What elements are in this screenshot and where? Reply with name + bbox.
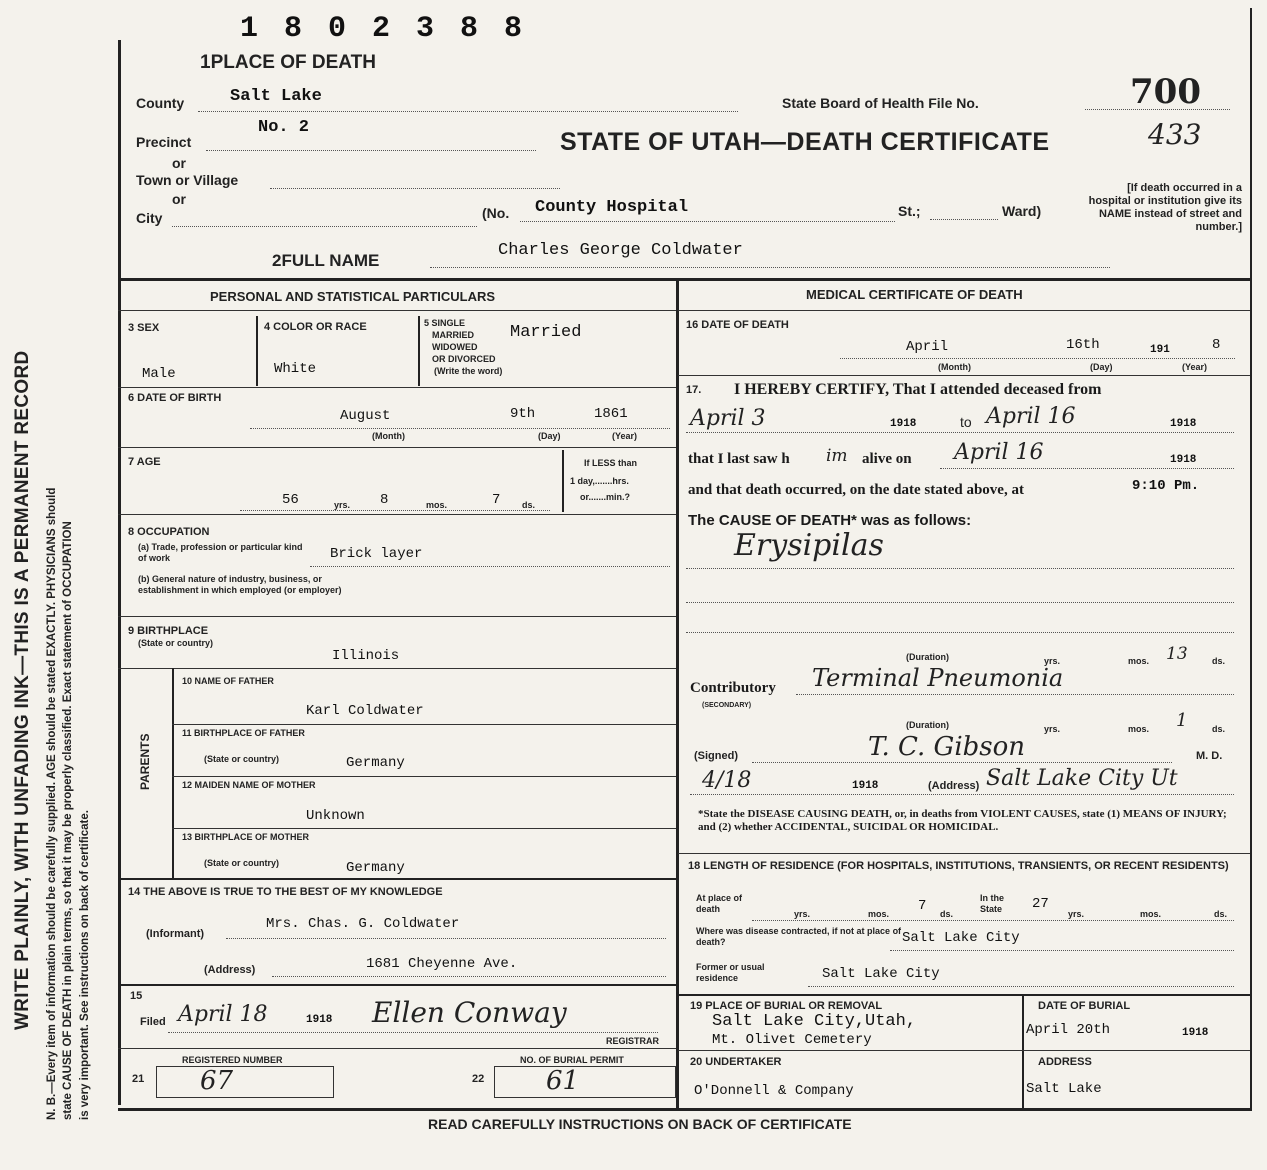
dod-year-suffix: 8 bbox=[1212, 337, 1221, 353]
contributory-value: Terminal Pneumonia bbox=[812, 664, 1064, 692]
cause-line-3 bbox=[686, 632, 1234, 633]
burial-divider bbox=[1022, 994, 1024, 1108]
signed-year: 1918 bbox=[852, 780, 879, 792]
knowledge-label: 14 THE ABOVE IS TRUE TO THE BEST OF MY KNOWLEDGE bbox=[128, 886, 443, 898]
informant-address-label: (Address) bbox=[204, 964, 256, 976]
signed-address-label: (Address) bbox=[928, 780, 980, 792]
res-place-mos: mos. bbox=[868, 909, 890, 919]
registered-21: 21 bbox=[132, 1073, 145, 1085]
right-row-line-3 bbox=[678, 994, 1250, 996]
no-line bbox=[520, 221, 895, 222]
marital-label-2: MARRIED bbox=[432, 330, 474, 340]
filed-bottom-line bbox=[118, 1048, 676, 1049]
city-label: City bbox=[136, 210, 163, 226]
last-saw-him: im bbox=[826, 446, 848, 466]
less-than-2: 1 day,.......hrs. bbox=[570, 476, 629, 486]
marital-label-3: WIDOWED bbox=[432, 342, 478, 352]
dod-day: 16th bbox=[1066, 337, 1100, 353]
county-value: Salt Lake bbox=[230, 87, 322, 106]
county-label: County bbox=[136, 95, 185, 111]
residence-label: 18 LENGTH OF RESIDENCE (FOR HOSPITALS, INSTITUTIONS, TRANSIENTS, OR RECENT RESIDENTS) bbox=[688, 860, 1229, 872]
death-time: 9:10 Pm. bbox=[1132, 478, 1200, 494]
marital-label-5: (Write the word) bbox=[434, 366, 503, 376]
precinct-label: Precinct bbox=[136, 134, 192, 150]
parents-bottom-line bbox=[118, 878, 676, 880]
disease-note: *State the DISEASE CAUSING DEATH, or, in deaths from VIOLENT CAUSES, state (1) MEANS OF INJURY; and (2) whether ACCIDENTAL, SUICIDAL OR HOMICIDAL. bbox=[698, 808, 1227, 833]
medical-heading-line bbox=[678, 310, 1250, 311]
birthplace-state-caption: (State or country) bbox=[138, 638, 214, 648]
dob-year-caption: (Year) bbox=[612, 431, 638, 441]
informant-address-value: 1681 Cheyenne Ave. bbox=[366, 956, 518, 972]
side-instruction-line2: state CAUSE OF DEATH in plain terms, so that it may be properly classified. Exact statement of OCCUPATION bbox=[62, 521, 74, 1120]
res-place-yrs: yrs. bbox=[794, 909, 811, 919]
last-saw-text-2: alive on bbox=[862, 451, 912, 467]
attended-from: April 3 bbox=[690, 406, 766, 431]
last-saw-text-1: that I last saw h bbox=[688, 451, 790, 467]
certificate-title: STATE OF UTAH—DEATH CERTIFICATE bbox=[560, 128, 1050, 156]
contracted-value: Salt Lake City bbox=[902, 930, 1020, 946]
cause-line-2 bbox=[686, 602, 1234, 603]
informant-bottom-line bbox=[118, 984, 676, 986]
burial-date-label: DATE OF BURIAL bbox=[1038, 1000, 1131, 1012]
occupation-b-label: (b) General nature of industry, business, or establishment in which employed (or employer) bbox=[138, 574, 342, 595]
mother-bp-value: Germany bbox=[346, 860, 405, 876]
to-label: to bbox=[960, 414, 972, 430]
dod-year-prefix: 191 bbox=[1150, 344, 1170, 356]
left-border bbox=[118, 40, 121, 1105]
file-number-label: State Board of Health File No. bbox=[782, 95, 979, 111]
side-instruction-big: WRITE PLAINLY, WITH UNFADING INK—THIS IS A PERMANENT RECORD bbox=[12, 350, 33, 1030]
cert-17-label: 17. bbox=[686, 384, 702, 396]
age-days: 7 bbox=[492, 492, 501, 508]
informant-line bbox=[226, 938, 666, 939]
dob-label: 6 DATE OF BIRTH bbox=[128, 392, 222, 404]
parents-line-1 bbox=[172, 724, 676, 725]
town-label: Town or Village bbox=[136, 172, 239, 188]
filed-label: Filed bbox=[140, 1016, 166, 1028]
bottom-border bbox=[118, 1108, 1252, 1111]
attended-line bbox=[686, 432, 1234, 433]
filed-line bbox=[168, 1032, 658, 1033]
dob-line bbox=[250, 428, 670, 429]
res-months: 7 bbox=[918, 898, 927, 914]
undertaker-label: 20 UNDERTAKER bbox=[690, 1056, 782, 1068]
attended-to: April 16 bbox=[986, 404, 1076, 429]
registered-number-label: REGISTERED NUMBER bbox=[182, 1055, 283, 1065]
informant-address-line bbox=[272, 976, 666, 977]
filed-year: 1918 bbox=[306, 1014, 333, 1026]
secondary-label: (SECONDARY) bbox=[702, 702, 752, 709]
contributory-label: Contributory bbox=[690, 680, 776, 696]
precinct-value: No. 2 bbox=[258, 118, 310, 137]
cause-label: The CAUSE OF DEATH* was as follows: bbox=[688, 512, 972, 529]
dob-month-caption: (Month) bbox=[372, 431, 405, 441]
cause-duration-days: 13 bbox=[1166, 644, 1188, 664]
side-instruction-line1: N. B.—Every item of information should be carefully supplied. AGE should be stated EXACTLY. PHYSICIANS should bbox=[46, 487, 58, 1120]
burial-place-line-1: Salt Lake City,Utah, bbox=[712, 1012, 917, 1031]
color-label: 4 COLOR OR RACE bbox=[264, 321, 367, 333]
signed-date: 4/18 bbox=[702, 768, 752, 793]
cause-line-1 bbox=[686, 568, 1234, 569]
birthplace-value: Illinois bbox=[332, 648, 400, 664]
row-line-2 bbox=[118, 447, 676, 448]
registered-22: 22 bbox=[472, 1073, 485, 1085]
local-number: 433 bbox=[1148, 118, 1202, 151]
full-name-label: 2FULL NAME bbox=[272, 251, 380, 270]
place-of-death-heading: 1PLACE OF DEATH bbox=[200, 52, 376, 73]
contrib-duration-label: (Duration) bbox=[906, 720, 949, 730]
marital-value: Married bbox=[510, 323, 582, 342]
burial-date-value: April 20th bbox=[1026, 1022, 1111, 1038]
undertaker-value: O'Donnell & Company bbox=[694, 1083, 854, 1099]
mother-bp-caption: (State or country) bbox=[204, 858, 280, 868]
dod-line bbox=[840, 358, 1235, 359]
registered-number-box bbox=[156, 1066, 334, 1098]
father-bp-label: 11 BIRTHPLACE OF FATHER bbox=[182, 728, 305, 738]
contrib-duration-days: 1 bbox=[1176, 710, 1188, 731]
mother-value: Unknown bbox=[306, 808, 365, 824]
dod-year-caption: (Year) bbox=[1182, 362, 1208, 372]
row-line-4 bbox=[118, 616, 676, 617]
occupation-line bbox=[310, 566, 670, 567]
precinct-line bbox=[206, 150, 536, 151]
residence-line bbox=[752, 920, 1234, 921]
at-place-label: At place of death bbox=[696, 893, 743, 914]
hospital-value: County Hospital bbox=[535, 198, 689, 217]
right-border bbox=[1250, 8, 1252, 1108]
age-ds-label: ds. bbox=[522, 500, 536, 510]
contracted-line bbox=[890, 950, 1234, 951]
signed-address-value: Salt Lake City Ut bbox=[986, 766, 1178, 791]
undertaker-address-label: ADDRESS bbox=[1038, 1056, 1092, 1068]
marital-label-1: 5 SINGLE bbox=[424, 318, 466, 328]
former-line bbox=[808, 986, 1234, 987]
right-row-line-2 bbox=[678, 853, 1250, 854]
county-line bbox=[198, 111, 738, 112]
age-mos-label: mos. bbox=[426, 500, 448, 510]
registered-number-value: 67 bbox=[200, 1066, 234, 1096]
age-divider bbox=[562, 450, 564, 512]
less-than-1: If LESS than bbox=[584, 458, 638, 468]
occupation-label: 8 OCCUPATION bbox=[128, 526, 210, 538]
informant-label: (Informant) bbox=[146, 928, 205, 940]
dob-month: August bbox=[340, 408, 391, 424]
former-label: Former or usual residence bbox=[696, 962, 765, 983]
state-years: 27 bbox=[1032, 896, 1049, 912]
occupation-a-label: (a) Trade, profession or particular kind of work bbox=[138, 542, 303, 563]
sex-divider bbox=[256, 316, 258, 386]
city-line bbox=[172, 226, 477, 227]
cause-duration-mos: mos. bbox=[1128, 656, 1150, 666]
dod-day-caption: (Day) bbox=[1090, 362, 1113, 372]
burial-permit-label: NO. OF BURIAL PERMIT bbox=[520, 1055, 624, 1065]
or-label-1: or bbox=[172, 155, 186, 171]
no-label: (No. bbox=[482, 205, 510, 221]
last-saw-line bbox=[940, 468, 1234, 469]
medical-heading: MEDICAL CERTIFICATE OF DEATH bbox=[806, 287, 1023, 302]
right-row-line-1 bbox=[678, 375, 1250, 376]
attended-to-year: 1918 bbox=[1170, 418, 1197, 430]
age-yrs-label: yrs. bbox=[334, 500, 351, 510]
last-saw-year: 1918 bbox=[1170, 454, 1197, 466]
mother-bp-label: 13 BIRTHPLACE OF MOTHER bbox=[182, 832, 310, 842]
certify-text: I HEREBY CERTIFY, That I attended deceased from bbox=[734, 381, 1102, 398]
row-line-5 bbox=[118, 668, 676, 669]
sex-label: 3 SEX bbox=[128, 322, 160, 334]
color-value: White bbox=[274, 361, 317, 377]
contrib-duration-ds: ds. bbox=[1212, 724, 1226, 734]
side-instruction-line3: is very important. See instructions on back of certificate. bbox=[79, 810, 91, 1120]
signed-line bbox=[752, 762, 1172, 763]
registrar-label: REGISTRAR bbox=[606, 1036, 660, 1046]
ward-label: Ward) bbox=[1002, 203, 1042, 219]
age-years: 56 bbox=[282, 492, 299, 508]
dob-year: 1861 bbox=[594, 406, 628, 422]
former-value: Salt Lake City bbox=[822, 966, 940, 982]
mother-label: 12 MAIDEN NAME OF MOTHER bbox=[182, 780, 316, 790]
right-row-line-4 bbox=[678, 1050, 1250, 1051]
father-label: 10 NAME OF FATHER bbox=[182, 676, 274, 686]
burial-place-label: 19 PLACE OF BURIAL OR REMOVAL bbox=[690, 1000, 883, 1012]
dod-month: April bbox=[906, 339, 949, 355]
res-state-ds: ds. bbox=[1214, 909, 1228, 919]
personal-heading-line bbox=[118, 310, 676, 311]
cause-duration-yrs: yrs. bbox=[1044, 656, 1061, 666]
contrib-duration-mos: mos. bbox=[1128, 724, 1150, 734]
dob-day: 9th bbox=[510, 406, 536, 422]
contributory-line bbox=[796, 694, 1234, 695]
personal-heading: PERSONAL AND STATISTICAL PARTICULARS bbox=[210, 289, 496, 304]
birthplace-label: 9 BIRTHPLACE bbox=[128, 625, 209, 637]
file-number-value: 700 bbox=[1130, 72, 1201, 112]
burial-permit-box bbox=[494, 1066, 676, 1098]
age-line bbox=[240, 510, 550, 511]
undertaker-address-value: Salt Lake bbox=[1026, 1081, 1102, 1097]
cause-duration-ds: ds. bbox=[1212, 656, 1226, 666]
dod-month-caption: (Month) bbox=[938, 362, 971, 372]
or-label-2: or bbox=[172, 191, 186, 207]
contrib-duration-yrs: yrs. bbox=[1044, 724, 1061, 734]
signed-address-line bbox=[690, 794, 1234, 795]
registrar-signature: Ellen Conway bbox=[372, 996, 567, 1029]
signed-label: (Signed) bbox=[694, 750, 738, 762]
contracted-label: Where was disease contracted, if not at place of death? bbox=[696, 926, 902, 947]
death-occurred-text: and that death occurred, on the date stated above, at bbox=[688, 482, 1024, 498]
dob-day-caption: (Day) bbox=[538, 431, 561, 441]
row-line-3 bbox=[118, 514, 676, 515]
parents-line-2 bbox=[172, 776, 676, 777]
hospital-note: [If death occurred in a hospital or institution give its NAME instead of street and number.] bbox=[1088, 182, 1242, 233]
ward-line bbox=[930, 219, 998, 220]
certificate-number: 1 8 0 2 3 8 8 bbox=[240, 12, 527, 46]
last-saw-date: April 16 bbox=[954, 440, 1044, 465]
row-line-1 bbox=[118, 387, 676, 388]
town-line bbox=[270, 188, 560, 189]
center-divider bbox=[676, 278, 679, 1108]
in-state-label: In the State bbox=[980, 893, 1004, 914]
parents-line-3 bbox=[172, 828, 676, 829]
parents-divider bbox=[172, 668, 174, 878]
burial-place-line-2: Mt. Olivet Cemetery bbox=[712, 1032, 872, 1048]
res-state-yrs: yrs. bbox=[1068, 909, 1085, 919]
occupation-value: Brick layer bbox=[330, 546, 423, 562]
res-place-ds: ds. bbox=[940, 909, 954, 919]
res-state-mos: mos. bbox=[1140, 909, 1162, 919]
cause-duration-label: (Duration) bbox=[906, 652, 949, 662]
father-bp-value: Germany bbox=[346, 755, 405, 771]
age-label: 7 AGE bbox=[128, 456, 161, 468]
full-name-line bbox=[430, 267, 1110, 268]
less-than-3: or.......min.? bbox=[580, 492, 631, 502]
father-value: Karl Coldwater bbox=[306, 703, 424, 719]
full-name-value: Charles George Coldwater bbox=[498, 241, 743, 260]
age-months: 8 bbox=[380, 492, 389, 508]
informant-value: Mrs. Chas. G. Coldwater bbox=[266, 916, 460, 932]
attended-from-year: 1918 bbox=[890, 418, 917, 430]
dod-label: 16 DATE OF DEATH bbox=[686, 319, 789, 331]
parents-label: PARENTS bbox=[138, 733, 152, 790]
signed-value: T. C. Gibson bbox=[868, 732, 1026, 762]
marital-label-4: OR DIVORCED bbox=[432, 354, 496, 364]
burial-permit-value: 61 bbox=[546, 1066, 580, 1096]
cause-value: Erysipilas bbox=[734, 528, 884, 563]
section-top-border bbox=[118, 278, 1252, 281]
footer-instructions: READ CAREFULLY INSTRUCTIONS ON BACK OF CERTIFICATE bbox=[428, 1116, 852, 1132]
sex-value: Male bbox=[142, 366, 176, 382]
filed-number: 15 bbox=[130, 990, 143, 1002]
burial-year: 1918 bbox=[1182, 1027, 1209, 1039]
st-label: St.; bbox=[898, 203, 921, 219]
father-bp-caption: (State or country) bbox=[204, 754, 280, 764]
filed-date: April 18 bbox=[178, 1002, 268, 1027]
md-label: M. D. bbox=[1196, 750, 1223, 762]
color-divider bbox=[418, 316, 420, 386]
